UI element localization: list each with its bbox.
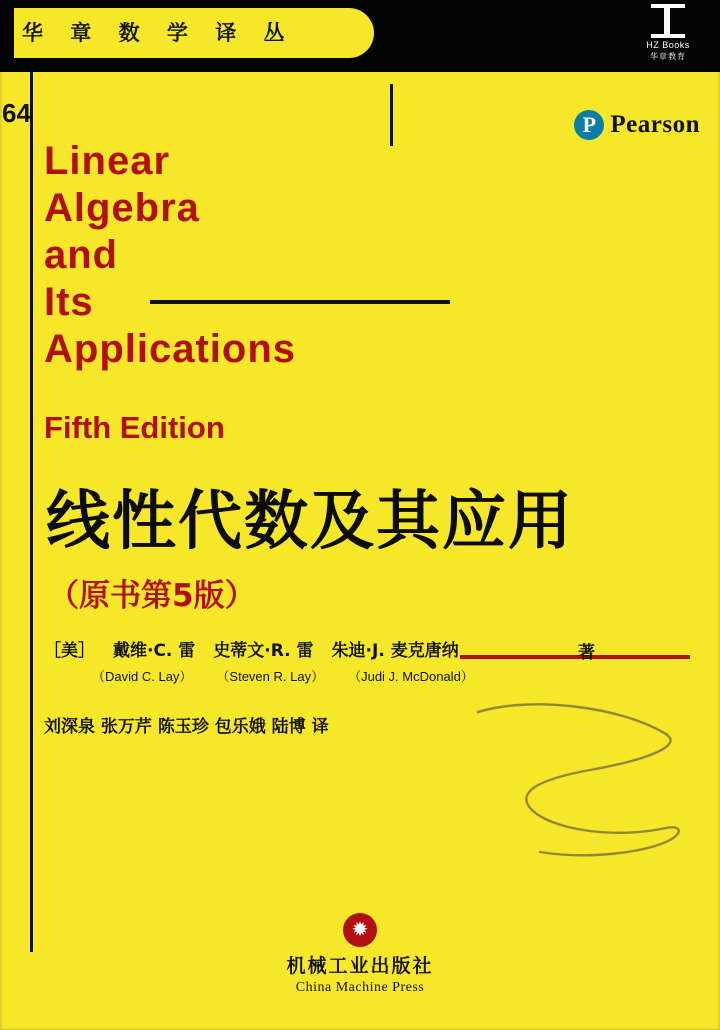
author-names-en bbox=[44, 666, 664, 685]
author-name-cn-2: 史蒂文·R. 雷 bbox=[213, 641, 314, 661]
author-name-cn-3: 朱迪·J. 麦克唐纳 bbox=[331, 641, 459, 661]
pearson-mark-icon: P bbox=[574, 110, 604, 140]
hz-books-name: HZ Books bbox=[646, 40, 690, 50]
decorative-rule-vertical bbox=[390, 84, 393, 146]
author-names-cn bbox=[44, 636, 664, 661]
english-title bbox=[44, 138, 564, 373]
chinese-edition: （原书第5版） bbox=[48, 578, 256, 614]
author-country: ［美］ bbox=[44, 641, 95, 661]
author-name-en-3: （Judi J. McDonald） bbox=[348, 669, 474, 684]
hz-books-chinese: 华章教育 bbox=[650, 52, 686, 61]
english-title-line-1: Linear bbox=[44, 139, 171, 183]
chinese-title: 线性代数及其应用 bbox=[46, 485, 574, 559]
english-edition: Fifth Edition bbox=[44, 410, 225, 445]
hz-books-logo bbox=[632, 4, 704, 68]
machine-press-logo-icon: ✹ bbox=[343, 913, 377, 947]
english-title-line-5: Applications bbox=[44, 327, 297, 371]
author-role: 著 bbox=[578, 643, 595, 663]
author-name-en-1: （David C. Lay） bbox=[92, 669, 193, 684]
translators: 刘深泉 张万芹 陈玉珍 包乐娥 陆博 译 bbox=[44, 717, 329, 737]
hz-books-mark-icon bbox=[645, 4, 691, 38]
english-title-line-3: and bbox=[44, 233, 119, 277]
author-name-cn-1: 戴维·C. 雷 bbox=[113, 641, 196, 661]
pearson-logo bbox=[574, 110, 700, 140]
english-title-line-4: Its bbox=[44, 280, 94, 324]
series-banner-text: 华 章 数 学 译 丛 bbox=[22, 21, 295, 45]
author-name-en-2: （Steven R. Lay） bbox=[216, 669, 325, 684]
handwritten-scribble bbox=[470, 700, 690, 870]
publisher-name-en: China Machine Press bbox=[295, 980, 425, 995]
pearson-wordmark: Pearson bbox=[610, 111, 700, 138]
english-title-line-2: Algebra bbox=[44, 186, 200, 230]
author-block bbox=[44, 636, 664, 685]
left-vertical-rule bbox=[30, 72, 33, 952]
publisher-block bbox=[0, 913, 720, 996]
series-number: 64 bbox=[2, 98, 31, 128]
publisher-name-cn: 机械工业出版社 bbox=[286, 955, 434, 977]
